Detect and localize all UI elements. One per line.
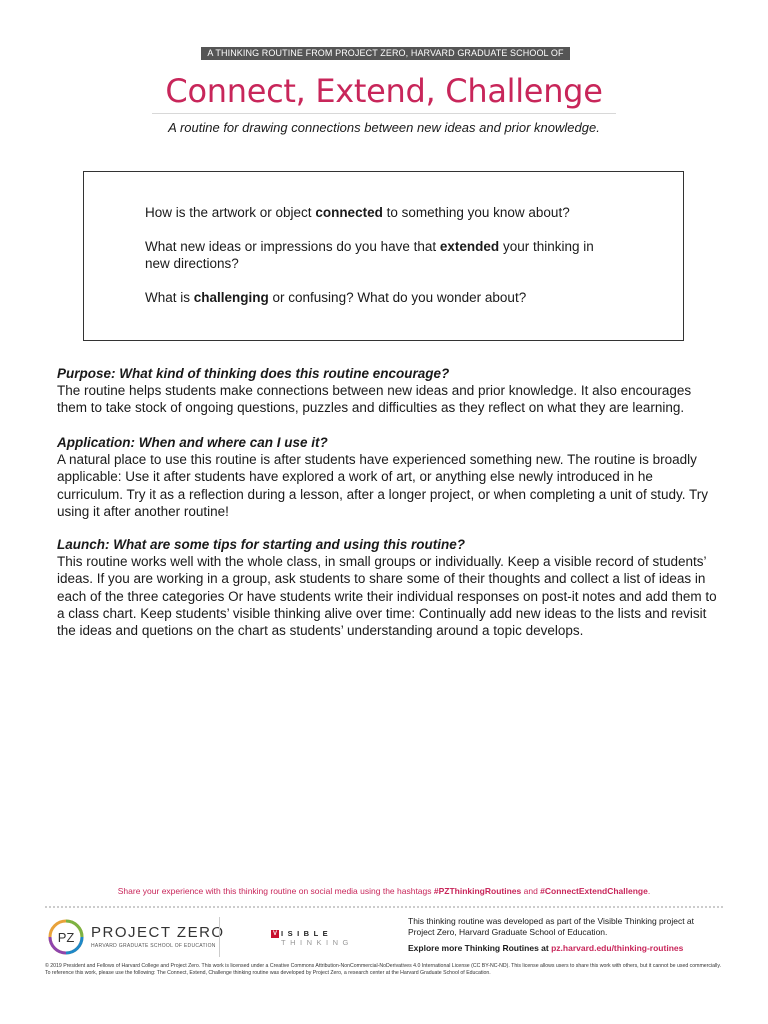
developed-note: This thinking routine was developed as part of the Visible Thinking project at Project Zero, Harvard Graduate School of Education. (408, 916, 695, 937)
section-purpose-heading: Purpose: What kind of thinking does this routine encourage? (57, 366, 450, 381)
thinking-routines-link[interactable]: pz.harvard.edu/thinking-routines (551, 943, 684, 953)
pz-badge-text: PZ (57, 930, 75, 945)
questions-box (83, 171, 684, 341)
section-launch-heading: Launch: What are some tips for starting and using this routine? (57, 537, 466, 552)
explore-line: Explore more Thinking Routines at pz.harvard.edu/thinking-routines (408, 943, 684, 953)
footer-divider (45, 906, 723, 908)
section-launch-body: This routine works well with the whole class, in small groups or individually. Keep a visible record of students’ ideas. If you are working in a group, ask students to share some of their thoughts and collect a list of ideas in each of the three categories Or have students write their individual responses on post-it notes and add them to a class chart. Keep students’ visible thinking alive over time: Continually add new ideas to the lists and revisit the ideas and quetions on the chart as students’ understanding around a topic develops. (57, 554, 717, 639)
question-extend: What new ideas or impressions do you have that extended your thinking in new directions? (145, 239, 594, 271)
project-zero-logo-icon (48, 919, 84, 955)
project-zero-name: PROJECT ZERO (91, 924, 225, 941)
question-challenge: What is challenging or confusing? What do you wonder about? (145, 290, 527, 305)
header-banner: A THINKING ROUTINE FROM PROJECT ZERO, HARVARD GRADUATE SCHOOL OF EDUCATION (201, 47, 570, 60)
hashtag-connectextendchallenge[interactable]: #ConnectExtendChallenge (540, 886, 648, 896)
logo-divider (219, 917, 220, 957)
page-subtitle: A routine for drawing connections between new ideas and prior knowledge. (168, 120, 600, 135)
copyright-notice: © 2019 President and Fellows of Harvard College and Project Zero. This work is licensed under a Creative Commons Attribution-NonCommercial-NoDerivatives 4.0 International License (CC BY-NC-ND). This license allows users to share this work with others, but it cannot be used commercially. To reference this work, please use the following: The Connect, Extend, Challenge thinking routine was developed by Project Zero, a research center at the Harvard Graduate School of Education. (45, 963, 721, 976)
section-purpose-body: The routine helps students make connections between new ideas and prior knowledge. It also encourages them to take stock of ongoing questions, puzzles and difficulties as they reflect on what they are learning. (57, 383, 692, 416)
section-launch (57, 536, 721, 639)
section-application-body: A natural place to use this routine is after students have experienced something new. The routine is broadly applicable: Use it after students have explored a work of art, or anything else newly introduced in he curriculum. Try it as a reflection during a lesson, after a longer project, or when completing a unit of study. Try using it after another routine! (57, 452, 709, 519)
section-purpose (57, 365, 721, 417)
visible-thinking-v-mark: V (272, 931, 277, 937)
hashtag-pzthinkingroutines[interactable]: #PZThinkingRoutines (433, 886, 522, 896)
visible-thinking-logo: V $^{ISIBLE}$ THINKING (272, 929, 353, 947)
question-connect: How is the artwork or object connected to something you know about? (145, 205, 570, 220)
page-title: Connect, Extend, Challenge (165, 72, 603, 110)
title-divider (152, 113, 616, 114)
share-line: Share your experience with this thinking routine on social media using the hashtags #PZThinkingRoutines and #ConnectExtendChallenge. (117, 886, 651, 896)
section-application-heading: Application: When and where can I use it? (57, 435, 328, 450)
project-zero-subtitle: HARVARD GRADUATE SCHOOL OF EDUCATION (91, 943, 216, 949)
section-application (57, 434, 721, 520)
